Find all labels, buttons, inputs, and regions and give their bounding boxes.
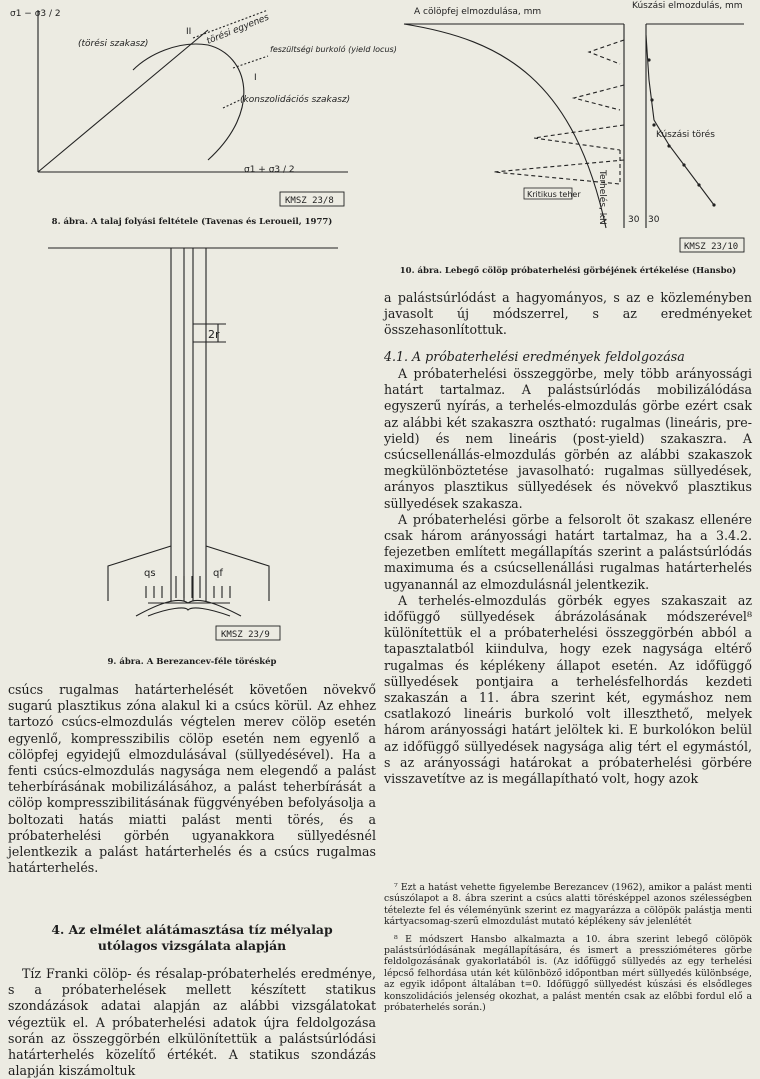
subsection-4-1-heading: 4.1. A próbaterhelési eredmények feldolgozása — [384, 349, 685, 364]
footnote-7: ⁷ Ezt a hatást vehette figyelembe Berezancev (1962), amikor a palást menti csúszólapot a 8. ábra szerint a csúcs alatti törésképpel azonos szélességben tételezte fel és véleményünk szerint ez magyarázza a cölöpök palástja menti kártyacsomag-szerű elmozdulást mutató képlékeny sáv jelenlétét — [384, 882, 752, 928]
section-4-heading-line2: utólagos vizsgálata alapján — [97, 938, 287, 953]
figure-10-caption: 10. ábra. Lebegő cölöp próbaterhelési görbéjének értékelése (Hansbo) — [399, 266, 737, 276]
load-axis-label: Terhelés, kN — [597, 170, 607, 225]
footnotes — [384, 882, 752, 1019]
figure-8-tag: KMSZ 23/8 — [285, 196, 334, 206]
figure-8-diagram — [8, 0, 397, 215]
figure-10-diagram — [384, 0, 752, 262]
section-4-text — [8, 966, 376, 1079]
load-tick-creep: 30 — [648, 215, 660, 225]
figure-8 — [8, 0, 397, 235]
paragraph: Tíz Franki cölöp- és résalap-próbaterhelés eredménye, s a próbaterhelések mellett készített statikus szondázások adatai alapján az alábbi vizsgálatokat végeztük el. A próbaterhelési adatok újra feldolgozása során az összeggörbén elkülönítettük a palástsúrlódási határterhelés közelítő értékét. A statikus szondázás alapján kiszámoltuk — [8, 966, 376, 1079]
figure-9-caption: 9. ábra. A Berezancev-féle töréskép — [107, 657, 277, 667]
zone-II-label: II — [186, 27, 192, 37]
x-axis-label: σ1 + σ3 / 2 — [244, 165, 295, 175]
figure-10-tag: KMSZ 23/10 — [684, 242, 739, 252]
cons-label: (konszolidációs szakasz) — [240, 95, 351, 105]
footnote-8: ⁸ E módszert Hansbo alkalmazta a 10. ábra szerint lebegő cölöpök palástsúrlódásának megállapítására, és ismert a presszióméteres görbe feldolgozásának gyakorlatából is. (Az időfüggő süllyedés az egy terhelési lépcső felhordása után két különböző időpontban mért süllyedés különbsége, az egyik időpont általában t=0. Időfüggő süllyedést kúszási és elsődleges konszolidációs jelenség okozhat, a palást mentén csak az előbbi fordul elő a próbaterhelés során.) — [384, 933, 752, 1014]
load-tick-main: 30 — [628, 215, 640, 225]
tores-label: (törési szakasz) — [78, 39, 149, 49]
r-label: 2r — [208, 328, 220, 341]
paragraph: A próbaterhelési összeggörbe, mely több arányossági határt tartalmaz. A palástsúrlódás mobilizálódása egyszerű nyírás, a terhelés-elmozdulás görbe ezért csak az alábbi két szakaszra osztható: rugalmas (lineáris, pre-yield) és nem lineáris (post-yield) szakaszra. A csúcsellenállás-elmozdulás görbén az alábbi szakaszok megkülönböztetése javasolható: rugalmas süllyedések, arányos plasztikus süllyedések és növekvő plasztikus süllyedések szakasza. — [384, 366, 752, 511]
paragraph: csúcs rugalmas határterhelését követően növekvő sugarú plasztikus zóna alakul ki a csúcs körül. Az ehhez tartozó csúcs-elmozdulás végtelen merev cölöp esetén egyenlő, kompresszibilis cölöp esetén nem egyenlő a cölöpfej egyidejű elmozdulásával (süllyedésével). Ha a fenti csúcs-elmozdulás nagysága nem elegendő a palást teherbírásának mobilizálásához, a palást teherbírását a cölöp kompresszibilitásának függvényében befolyásolja a boltozati hatás miatti palást menti törés, és a próbaterhelési görbén ugyanakkora süllyedésnél jelentkezik a palást határterhelés és a csúcs rugalmas határterhelés. — [8, 682, 376, 876]
creep-axis-title: Kúszási elmozdulás, mm — [632, 1, 743, 11]
left-column — [8, 0, 397, 1079]
section-4-heading — [8, 922, 376, 954]
figure-10 — [384, 0, 752, 282]
y-axis-label: σ1 − σ3 / 2 — [10, 9, 61, 19]
envelope-label: törési egyenes — [205, 12, 271, 47]
paragraph: A próbaterhelési görbe a felsorolt öt szakasz ellenére csak három arányossági határt tartalmaz, ha a 3.4.2. fejezetben említett megállapítás szerint a palástsúrlódás maximuma és a csúcsellenállási rugalmas határterhelés ugyanannál az elmozdulásnál jelentkezik. — [384, 511, 752, 592]
yield-label: feszültségi burkoló (yield locus) — [270, 45, 397, 54]
zone-I-label: I — [254, 73, 257, 83]
creep-break-label: Kúszási törés — [656, 130, 715, 140]
displacement-axis-title: A cölöpfej elmozdulása, mm — [414, 7, 542, 17]
right-column — [384, 0, 752, 1063]
paragraph: a palástsúrlódást a hagyományos, s az e közleményben javasolt új módszerrel, s az eredményeket összehasonlítottuk. — [384, 290, 752, 338]
paragraph: A terhelés-elmozdulás görbék egyes szakaszait az időfüggő süllyedések ábrázolásának módszerével⁸ különítettük el a próbaterhelési összeggörbén abból a tapasztalatból kiindulva, hogy ezek nagysága eltérő rugalmas és képlékeny állapot esetén. Az időfüggő süllyedések pontjaira a terhelésfelhordás kezdeti szakaszán a 11. ábra szerint két, egymáshoz nem csatlakozó lineáris burkoló volt illeszthető, melyek három arányossági határt jelöltek ki. E burkolókon belül az időfüggő süllyedések nagysága alig tért el egymástól, s az arányossági határokat a próbaterhelési görbére visszavetítve az is megállapítható volt, hogy azok — [384, 592, 752, 787]
figure-9 — [8, 246, 376, 676]
right-body-text — [384, 366, 752, 787]
qf-label: qf — [213, 568, 223, 579]
right-intro-text — [384, 290, 752, 339]
qs-label: qs — [144, 568, 156, 579]
left-body-text — [8, 682, 376, 876]
section-4-heading-line1: 4. Az elmélet alátámasztása tíz mélyalap — [51, 922, 333, 937]
figure-8-caption: 8. ábra. A talaj folyási feltétele (Tavenas és Leroueil, 1977) — [51, 217, 333, 227]
figure-9-diagram — [8, 246, 376, 651]
critical-load-label: Kritikus teher — [527, 190, 581, 199]
figure-9-tag: KMSZ 23/9 — [221, 630, 270, 640]
